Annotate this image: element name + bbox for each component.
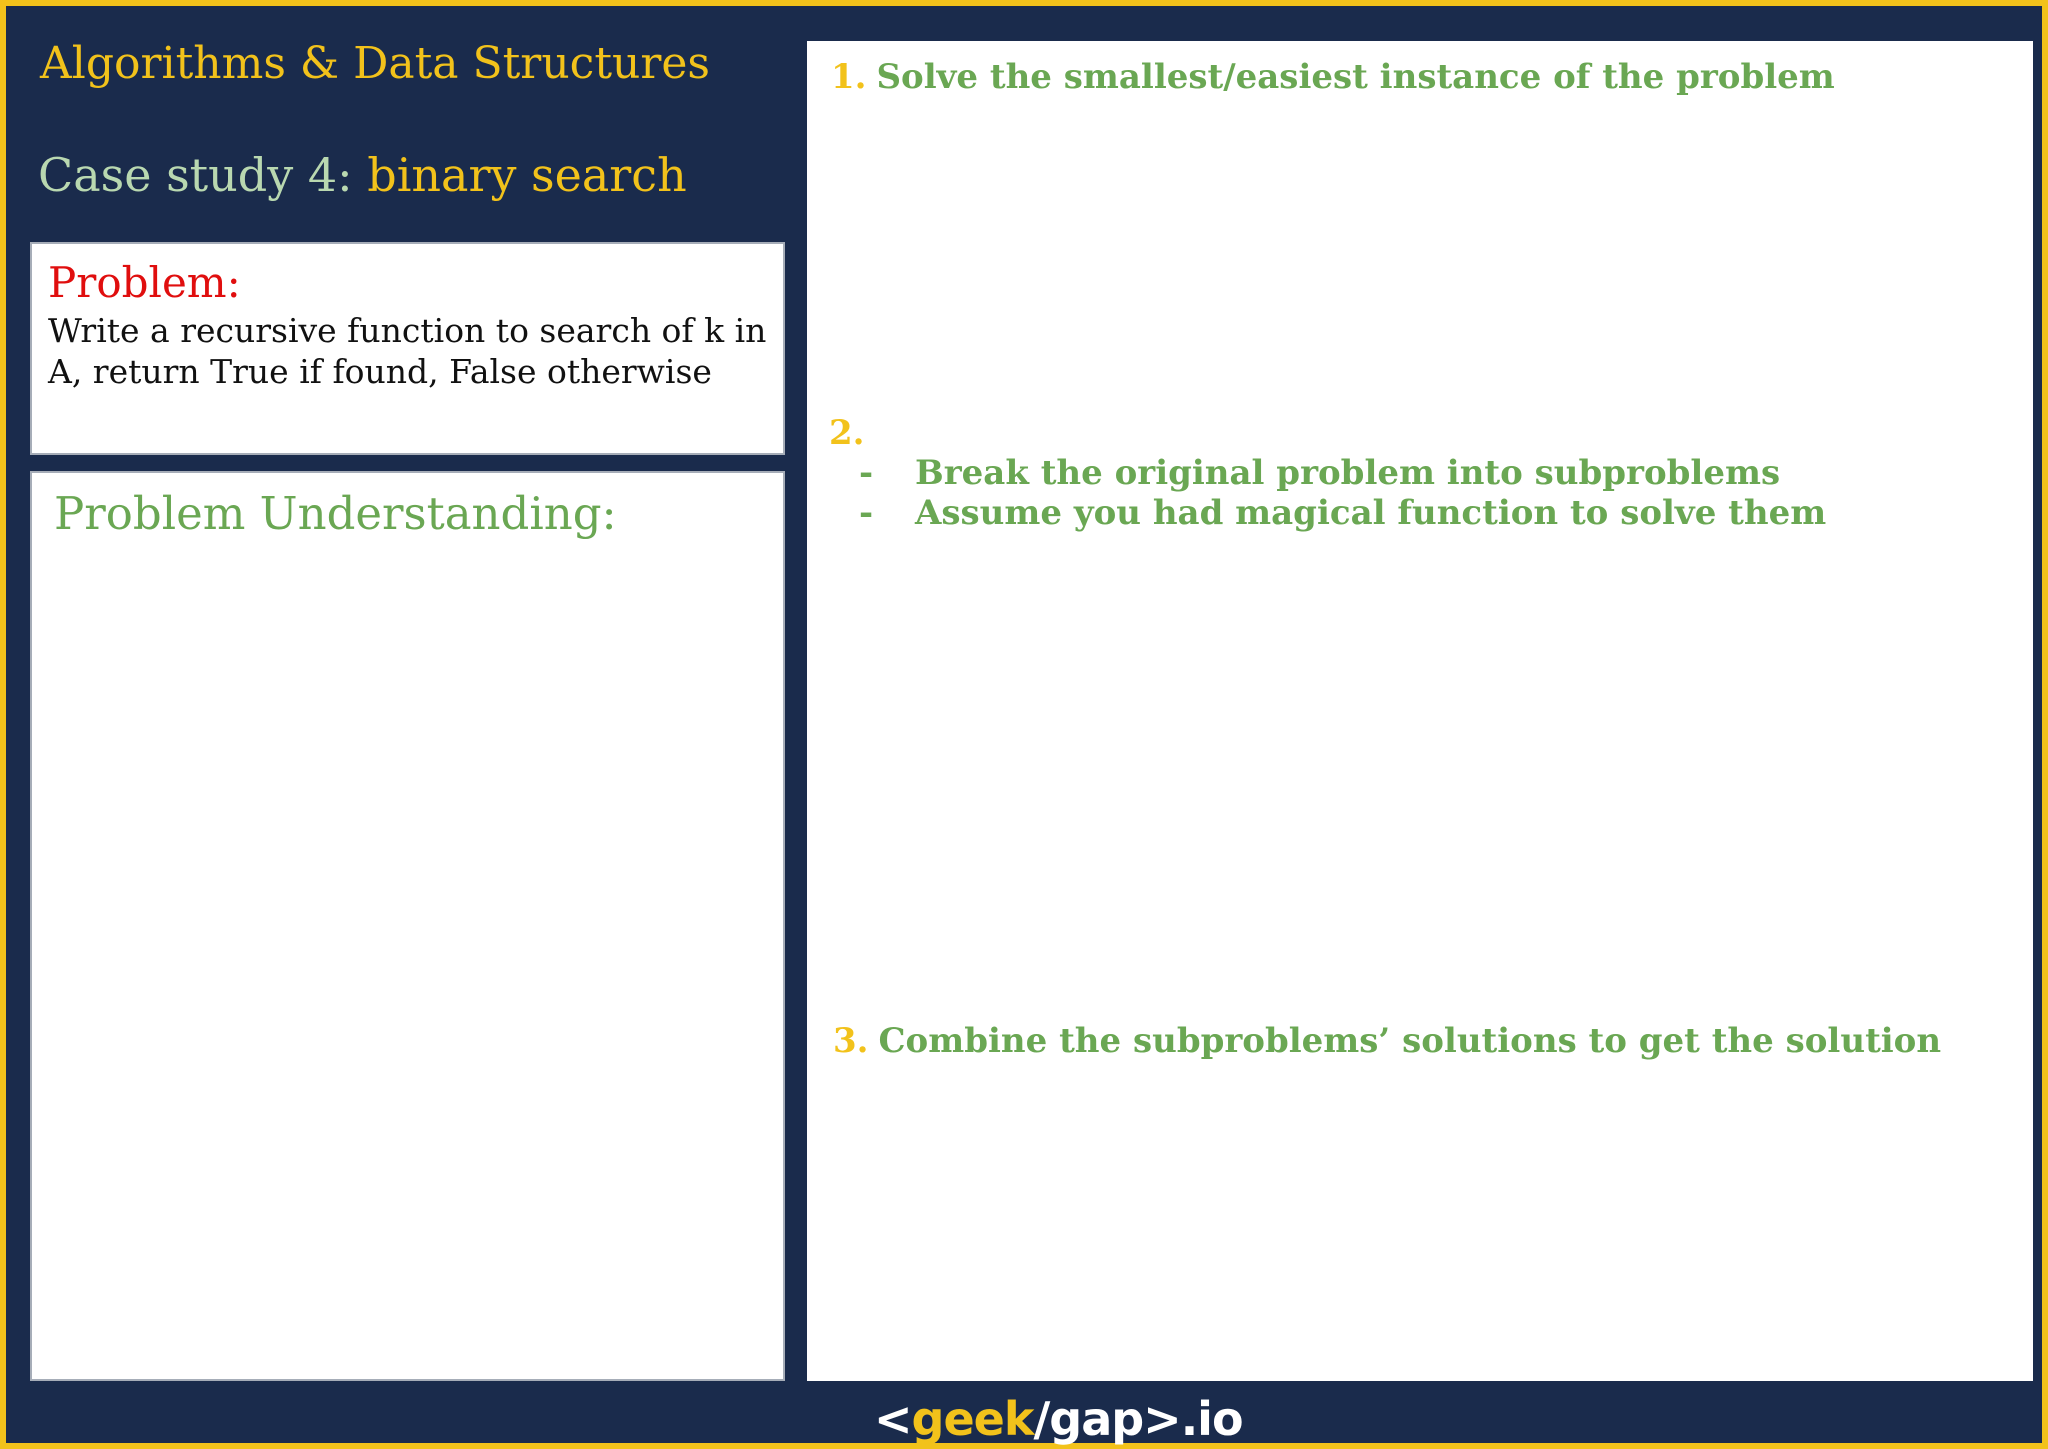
case-study-label: Case study 4: [38, 148, 353, 202]
problem-heading: Problem: [48, 258, 241, 307]
step-3 [833, 1021, 1941, 1061]
problem-understanding-box [30, 471, 785, 1381]
problem-understanding-heading: Problem Understanding: [54, 487, 617, 540]
step-1 [831, 57, 1835, 97]
course-title: Algorithms & Data Structures [40, 38, 710, 89]
recursion-steps-box [807, 41, 2033, 1381]
step-1-number: 1. [831, 57, 867, 97]
step-2-bullet-1 [859, 453, 1780, 493]
step-2-bullet-2 [859, 493, 1826, 533]
bullet-text: Break the original problem into subproblems [915, 453, 1781, 493]
step-3-number: 3. [833, 1021, 869, 1061]
step-3-text: Combine the subproblems’ solutions to get the solution [878, 1021, 1942, 1061]
bullet-marker: - [859, 453, 874, 493]
step-2-number: 2. [829, 413, 865, 453]
case-study-topic: binary search [367, 148, 687, 202]
step-2 [829, 413, 875, 453]
logo-open-bracket: < [874, 1392, 912, 1446]
bullet-marker: - [859, 493, 874, 533]
problem-statement: Write a recursive function to search of k in A, return True if found, False otherwise [48, 311, 767, 391]
logo-rest: /gap>.io [1033, 1392, 1243, 1446]
geekgap-logo [874, 1392, 1243, 1446]
problem-box [30, 242, 785, 455]
case-study-line [38, 148, 687, 202]
step-1-text: Solve the smallest/easiest instance of the problem [876, 57, 1835, 97]
logo-geek: geek [911, 1392, 1034, 1446]
bullet-text: Assume you had magical function to solve them [915, 493, 1827, 533]
